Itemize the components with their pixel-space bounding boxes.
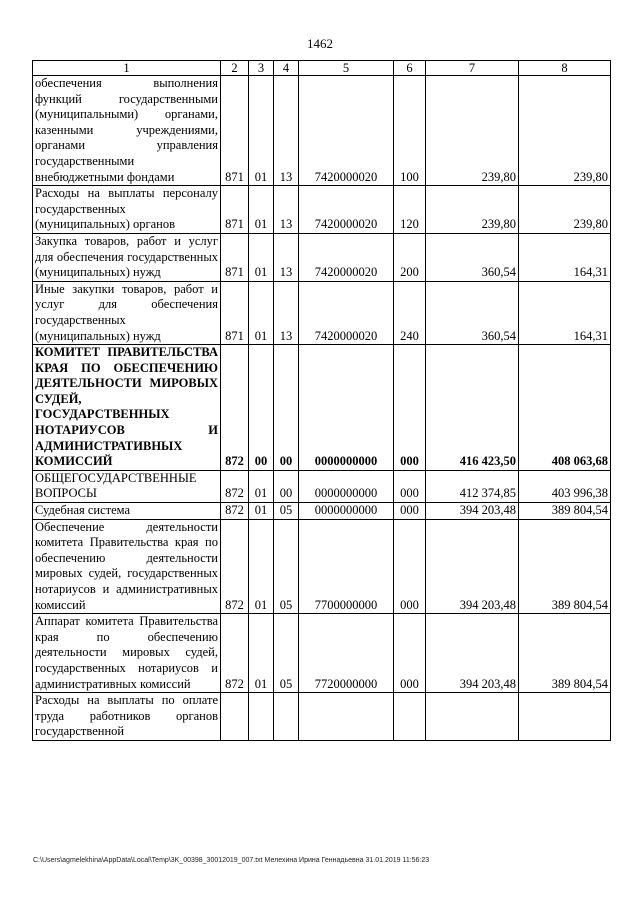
row-name: обеспечения выполнения функций государственными (муниципальными) органами, казенными учреждениями, органами управления государственными внебюджетными фондами (33, 76, 221, 186)
target-article: 7420000020 (299, 233, 394, 281)
column-header: 5 (299, 61, 394, 76)
table-row (33, 233, 611, 281)
target-article: 7420000020 (299, 186, 394, 234)
amount-col8: 239,80 (519, 186, 611, 234)
expense-type: 000 (394, 519, 426, 614)
section-code: 01 (249, 519, 274, 614)
admin-code: 872 (221, 470, 249, 502)
admin-code: 871 (221, 233, 249, 281)
target-article: 7720000000 (299, 614, 394, 693)
amount-col8: 239,80 (519, 76, 611, 186)
table-row (33, 519, 611, 614)
target-article: 7420000020 (299, 76, 394, 186)
section-code: 01 (249, 614, 274, 693)
expense-type: 000 (394, 503, 426, 520)
row-name: Судебная система (33, 503, 221, 520)
expense-type (394, 693, 426, 741)
table-row (33, 186, 611, 234)
expense-type: 000 (394, 470, 426, 502)
amount-col7: 412 374,85 (426, 470, 519, 502)
row-name: КОМИТЕТ ПРАВИТЕЛЬСТВА КРАЯ ПО ОБЕСПЕЧЕНИЮ ДЕЯТЕЛЬНОСТИ МИРОВЫХ СУДЕЙ, ГОСУДАРСТВЕННЫХ НОТАРИУСОВ И АДМИНИСТРАТИВНЫХ КОМИССИЙ (33, 345, 221, 471)
subsection-code: 00 (274, 345, 299, 471)
table-row (33, 76, 611, 186)
column-header: 6 (394, 61, 426, 76)
table-row (33, 503, 611, 520)
section-code: 00 (249, 345, 274, 471)
row-name: Аппарат комитета Правительства края по обеспечению деятельности мировых судей, государственных нотариусов и административных комиссий (33, 614, 221, 693)
table-row (33, 470, 611, 502)
amount-col7: 239,80 (426, 76, 519, 186)
amount-col7: 360,54 (426, 281, 519, 344)
row-name: Иные закупки товаров, работ и услуг для обеспечения государственных (муниципальных) нужд (33, 281, 221, 344)
target-article: 7420000020 (299, 281, 394, 344)
target-article (299, 693, 394, 741)
admin-code: 871 (221, 186, 249, 234)
subsection-code: 13 (274, 76, 299, 186)
row-name: Расходы на выплаты персоналу государственных (муниципальных) органов (33, 186, 221, 234)
admin-code: 872 (221, 345, 249, 471)
subsection-code: 13 (274, 186, 299, 234)
expense-type: 100 (394, 76, 426, 186)
amount-col7: 416 423,50 (426, 345, 519, 471)
amount-col8: 403 996,38 (519, 470, 611, 502)
column-header: 8 (519, 61, 611, 76)
amount-col8 (519, 693, 611, 741)
section-code: 01 (249, 503, 274, 520)
section-code: 01 (249, 281, 274, 344)
admin-code: 872 (221, 519, 249, 614)
table-row (33, 345, 611, 471)
admin-code: 871 (221, 76, 249, 186)
subsection-code: 13 (274, 233, 299, 281)
table-row (33, 693, 611, 741)
file-path-footer: C:\Users\agmelekhina\AppData\Local\Temp\3K_00398_30012019_007.txt Мелехина Ирина Геннадьевна 31.01.2019 11:56:23 (33, 857, 430, 864)
expense-type: 000 (394, 345, 426, 471)
subsection-code: 13 (274, 281, 299, 344)
column-header: 3 (249, 61, 274, 76)
amount-col8: 389 804,54 (519, 519, 611, 614)
section-code: 01 (249, 186, 274, 234)
section-code: 01 (249, 76, 274, 186)
subsection-code: 00 (274, 470, 299, 502)
subsection-code: 05 (274, 614, 299, 693)
column-header: 2 (221, 61, 249, 76)
column-header: 1 (33, 61, 221, 76)
expense-type: 000 (394, 614, 426, 693)
row-name: Закупка товаров, работ и услуг для обеспечения государственных (муниципальных) нужд (33, 233, 221, 281)
admin-code: 872 (221, 503, 249, 520)
amount-col7: 360,54 (426, 233, 519, 281)
row-name: ОБЩЕГОСУДАРСТВЕННЫЕ ВОПРОСЫ (33, 470, 221, 502)
admin-code: 872 (221, 614, 249, 693)
expense-type: 120 (394, 186, 426, 234)
section-code (249, 693, 274, 741)
amount-col7: 394 203,48 (426, 519, 519, 614)
row-name: Расходы на выплаты по оплате труда работников органов государственной (33, 693, 221, 741)
table-row (33, 614, 611, 693)
budget-table (32, 60, 611, 741)
target-article: 0000000000 (299, 503, 394, 520)
amount-col8: 389 804,54 (519, 503, 611, 520)
target-article: 7700000000 (299, 519, 394, 614)
amount-col7 (426, 693, 519, 741)
amount-col8: 389 804,54 (519, 614, 611, 693)
amount-col7: 394 203,48 (426, 614, 519, 693)
section-code: 01 (249, 470, 274, 502)
section-code: 01 (249, 233, 274, 281)
table-row (33, 281, 611, 344)
subsection-code: 05 (274, 503, 299, 520)
amount-col8: 408 063,68 (519, 345, 611, 471)
target-article: 0000000000 (299, 345, 394, 471)
expense-type: 240 (394, 281, 426, 344)
amount-col8: 164,31 (519, 281, 611, 344)
target-article: 0000000000 (299, 470, 394, 502)
column-header: 7 (426, 61, 519, 76)
amount-col7: 394 203,48 (426, 503, 519, 520)
admin-code: 871 (221, 281, 249, 344)
amount-col8: 164,31 (519, 233, 611, 281)
column-header: 4 (274, 61, 299, 76)
amount-col7: 239,80 (426, 186, 519, 234)
admin-code (221, 693, 249, 741)
subsection-code: 05 (274, 519, 299, 614)
subsection-code (274, 693, 299, 741)
row-name: Обеспечение деятельности комитета Правительства края по обеспечению деятельности мировых судей, государственных нотариусов и административных комиссий (33, 519, 221, 614)
header-row (33, 61, 611, 76)
expense-type: 200 (394, 233, 426, 281)
page-number: 1462 (307, 36, 333, 51)
